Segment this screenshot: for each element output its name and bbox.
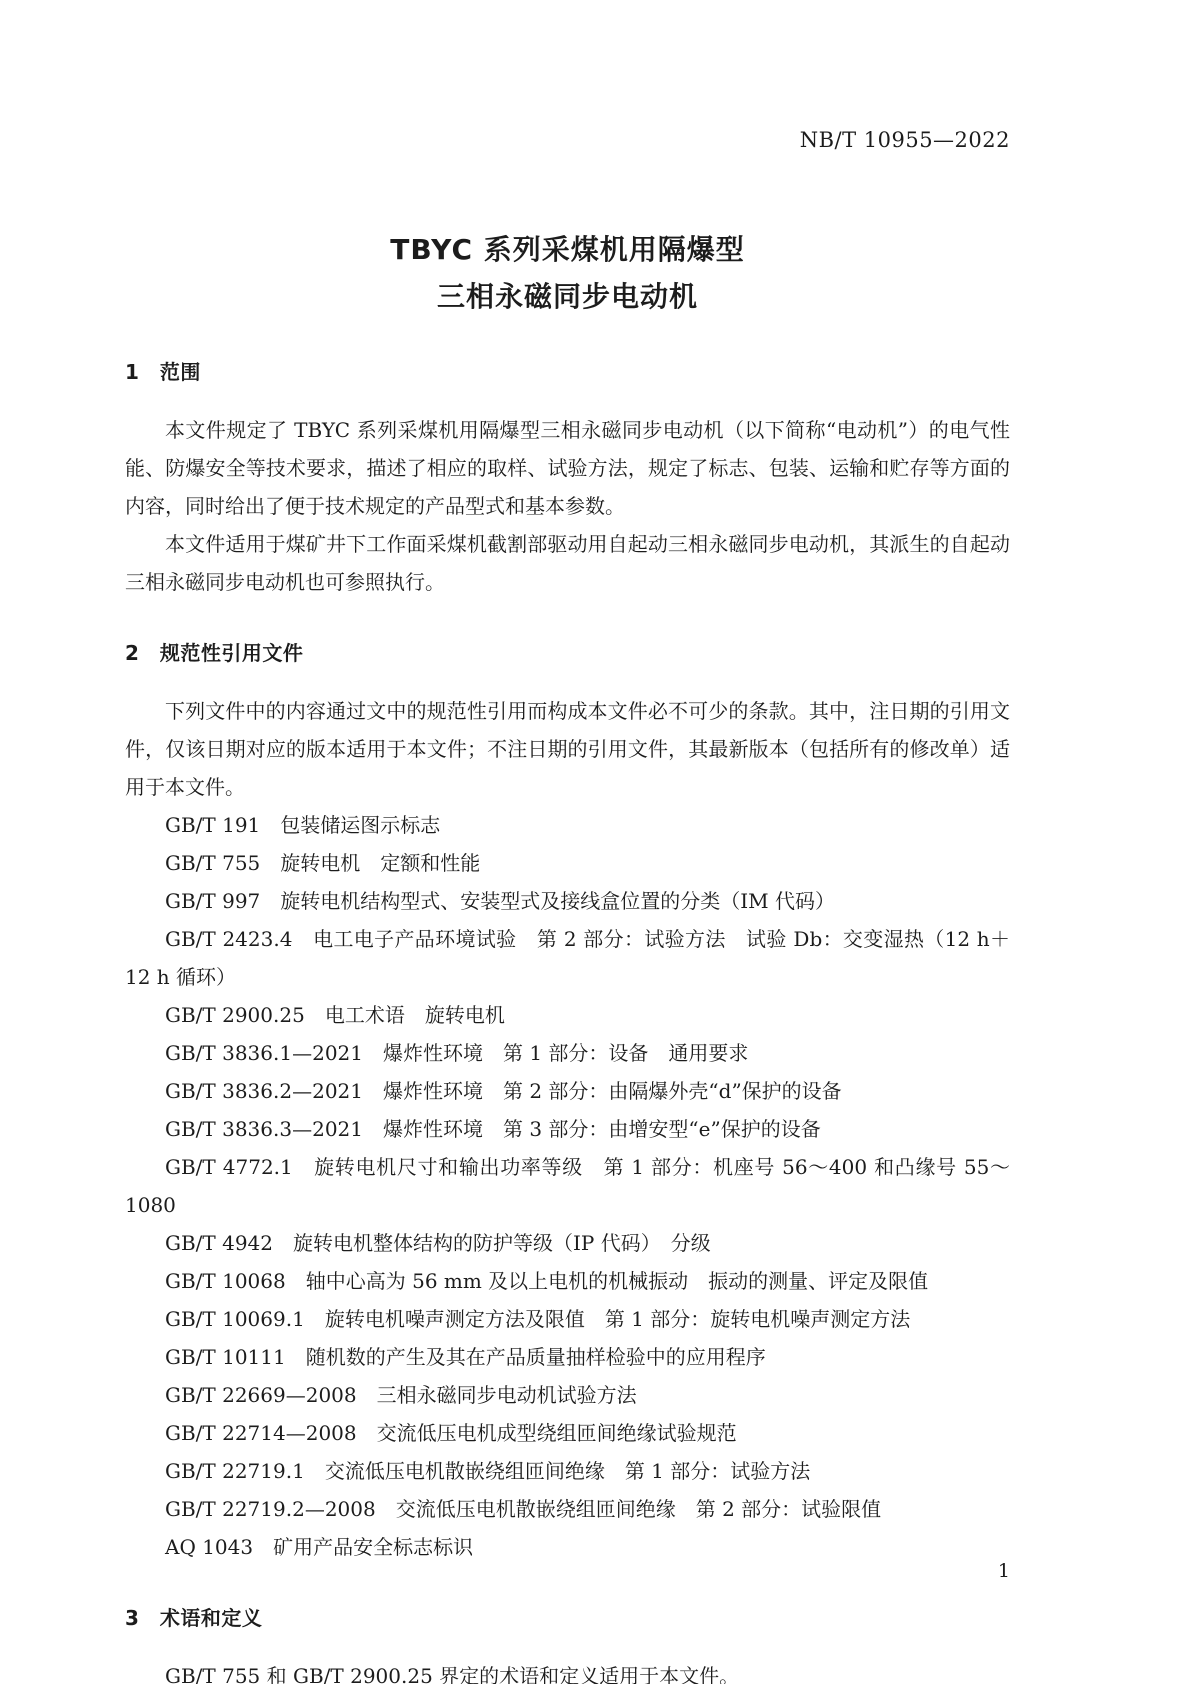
terms-paragraph: GB/T 755 和 GB/T 2900.25 界定的术语和定义适用于本文件。 [165,1664,740,1684]
document-title [125,226,1010,320]
references-intro-paragraph: 下列文件中的内容通过文中的规范性引用而构成本文件必不可少的条款。其中，注日期的引用文件，仅该日期对应的版本适用于本文件；不注日期的引用文件，其最新版本（包括所有的修改单）适用于本文件。 [125,699,1010,799]
section-normative-references [125,637,1010,1566]
page-header [125,128,1010,152]
reference-item: GB/T 3836.2—2021 爆炸性环境 第 2 部分：由隔爆外壳“d”保护的设备 [165,1079,842,1103]
reference-item: GB/T 22714—2008 交流低压电机成型绕组匝间绝缘试验规范 [165,1421,737,1445]
scope-paragraph-1: 本文件规定了 TBYC 系列采煤机用隔爆型三相永磁同步电动机（以下简称“电动机”）的电气性能、防爆安全等技术要求，描述了相应的取样、试验方法，规定了标志、包装、运输和贮存等方面的内容，同时给出了便于技术规定的产品型式和基本参数。 [125,418,1010,518]
reference-item: GB/T 3836.3—2021 爆炸性环境 第 3 部分：由增安型“e”保护的设备 [165,1117,821,1141]
title-line-2: 三相永磁同步电动机 [436,280,698,313]
reference-item: GB/T 10069.1 旋转电机噪声测定方法及限值 第 1 部分：旋转电机噪声测定方法 [165,1307,911,1331]
page-number: 1 [997,1560,1010,1582]
reference-item: GB/T 755 旋转电机 定额和性能 [165,851,481,875]
reference-item: GB/T 10068 轴中心高为 56 mm 及以上电机的机械振动 振动的测量、评定及限值 [165,1269,929,1293]
reference-item: GB/T 22719.1 交流低压电机散嵌绕组匝间绝缘 第 1 部分：试验方法 [165,1459,811,1483]
reference-item: GB/T 3836.1—2021 爆炸性环境 第 1 部分：设备 通用要求 [165,1041,749,1065]
title-line-1: TBYC 系列采煤机用隔爆型 [390,233,745,266]
section-3-heading: 3 术语和定义 [125,1606,263,1630]
scope-paragraph-2: 本文件适用于煤矿井下工作面采煤机截割部驱动用自起动三相永磁同步电动机，其派生的自起动三相永磁同步电动机也可参照执行。 [125,532,1010,594]
reference-item: GB/T 2423.4 电工电子产品环境试验 第 2 部分：试验方法 试验 Db：交变湿热（12 h＋12 h 循环） [125,927,1010,989]
reference-item: GB/T 22719.2—2008 交流低压电机散嵌绕组匝间绝缘 第 2 部分：试验限值 [165,1497,882,1521]
standard-code: NB/T 10955—2022 [799,128,1010,152]
reference-item: GB/T 2900.25 电工术语 旋转电机 [165,1003,505,1027]
reference-item: AQ 1043 矿用产品安全标志标识 [165,1535,474,1559]
reference-item: GB/T 10111 随机数的产生及其在产品质量抽样检验中的应用程序 [165,1345,766,1369]
reference-item: GB/T 997 旋转电机结构型式、安装型式及接线盒位置的分类（IM 代码） [165,889,836,913]
reference-item: GB/T 4772.1 旋转电机尺寸和输出功率等级 第 1 部分：机座号 56～400 和凸缘号 55～1080 [125,1155,1010,1217]
section-scope [125,356,1010,601]
section-1-heading: 1 范围 [125,360,201,384]
section-terms-definitions [125,1602,1010,1684]
section-2-heading: 2 规范性引用文件 [125,641,304,665]
reference-item: GB/T 191 包装储运图示标志 [165,813,441,837]
reference-item: GB/T 22669—2008 三相永磁同步电动机试验方法 [165,1383,637,1407]
reference-item: GB/T 4942 旋转电机整体结构的防护等级（IP 代码） 分级 [165,1231,711,1255]
references-list [125,806,1010,1566]
